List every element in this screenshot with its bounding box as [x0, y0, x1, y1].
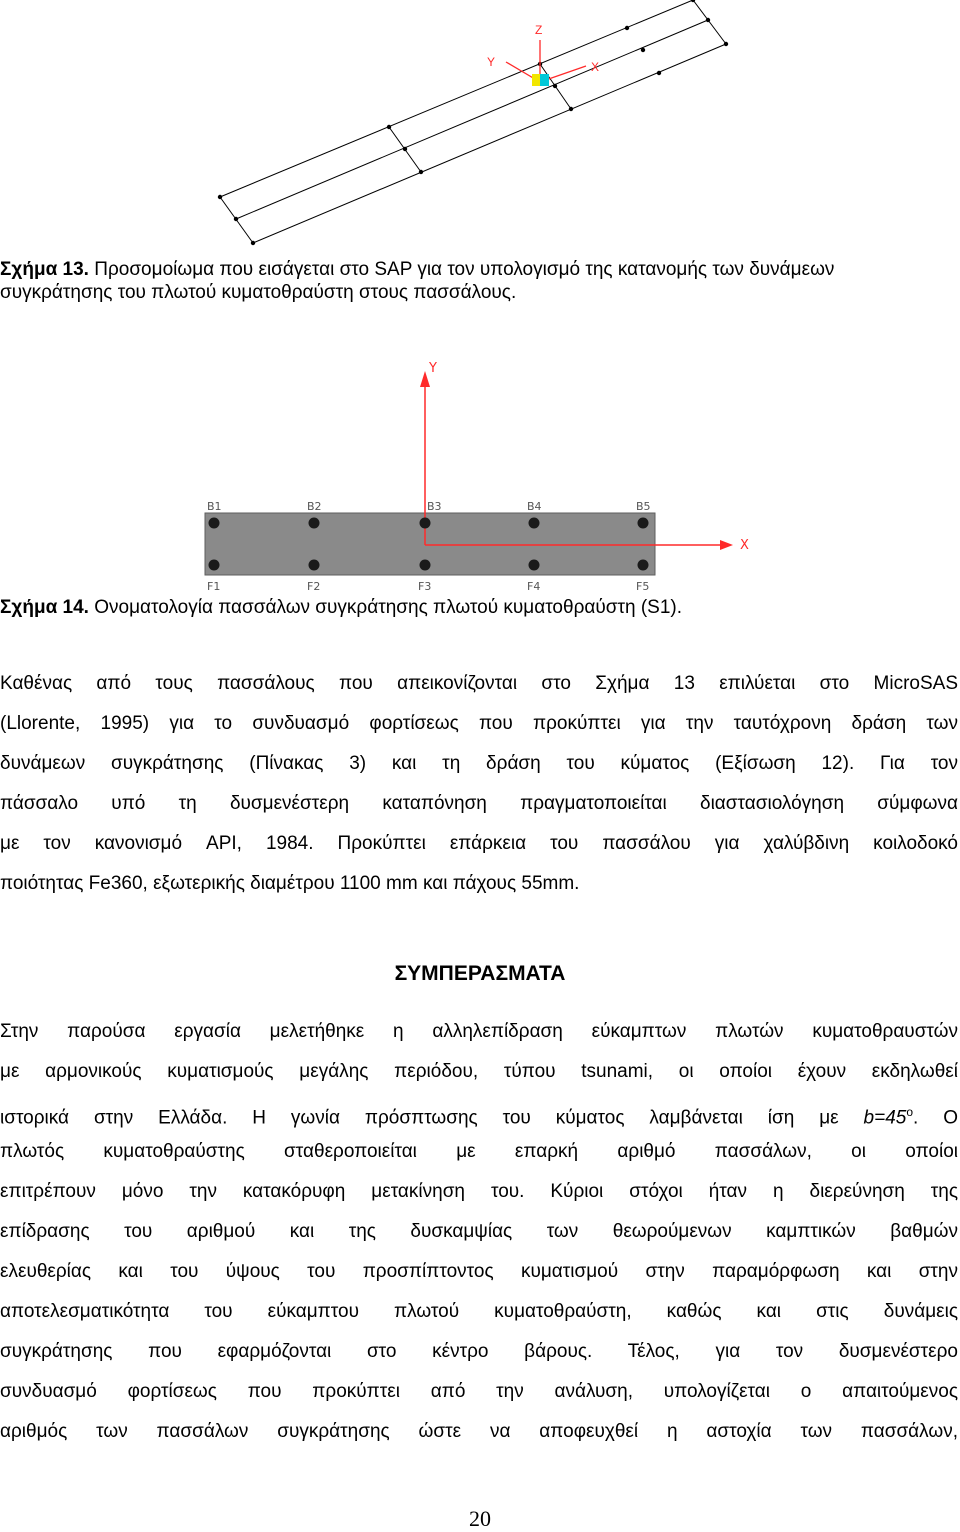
pile-label-b3: B3	[427, 500, 442, 513]
axis-label-y: Y	[487, 55, 496, 69]
pile-f5	[638, 560, 649, 571]
paragraph-line: δυνάμεων συγκράτησης (Πίνακας 3) και τη δράση του κύματος (Εξίσωση 12). Για τον	[0, 753, 958, 774]
coordinate-axes	[487, 23, 599, 86]
figure-14-caption-text: Ονοματολογία πασσάλων συγκράτησης πλωτού κυματοθραύστη (S1).	[88, 597, 682, 618]
pile-label-b5: B5	[636, 500, 651, 513]
angle-value: b=45	[863, 1107, 907, 1129]
pile-label-f2: F2	[307, 580, 321, 593]
paragraph-line: αριθμός των πασσάλων συγκράτησης ώστε να αποφευχθεί η αστοχία των πασσάλων,	[0, 1421, 958, 1442]
section-heading: ΣΥΜΠΕΡΑΣΜΑΤΑ	[394, 962, 566, 985]
pile-b4	[529, 518, 540, 529]
model-nodes	[218, 0, 728, 245]
pile-f4	[529, 560, 540, 571]
figure-14-pile-layout	[0, 355, 960, 600]
pile-label-b4: B4	[527, 500, 542, 513]
paragraph-line: ελευθερίας και του ύψους του προσπίπτοντος κυματισμού στην παραμόρφωση και στην	[0, 1261, 958, 1282]
paragraph-line: συνδυασμό φορτίσεως που προκύπτει από την ανάλυση, υπολογίζεται ο απαιτούμενος	[0, 1381, 958, 1402]
paragraph-line: πλωτός κυματοθραύστης σταθεροποιείται με επαρκή αριθμό πασσάλων, οι οποίοι	[0, 1141, 958, 1162]
axis-label-x: X	[740, 538, 749, 553]
degree-superscript: o	[906, 1105, 914, 1119]
origin-marker-cyan	[540, 74, 549, 86]
pile-f2	[309, 560, 320, 571]
figure-14-caption-label: Σχήμα 14.	[0, 597, 89, 618]
figure-13-caption-text: Προσομοίωμα που εισάγεται στο SAP για τον υπολογισμό της κατανομής των δυνάμεων	[88, 259, 835, 280]
paragraph-line	[0, 1092, 958, 1132]
origin-marker-yellow	[532, 74, 541, 86]
pile-b5	[638, 518, 649, 529]
axis-label-y: Y	[429, 361, 437, 376]
x-axis-arrow	[720, 540, 733, 550]
pile-f3	[420, 560, 431, 571]
paragraph-line: πάσσαλο υπό τη δυσμενέστερη καταπόνηση πραγματοποιείται διαστασιολόγηση σύμφωνα	[0, 793, 958, 814]
paragraph-line: με τον κανονισμό API, 1984. Προκύπτει επάρκεια του πασσάλου για χαλύβδινη κοιλοδοκό	[0, 833, 958, 854]
figure-13-caption-label: Σχήμα 13.	[0, 259, 89, 280]
paragraph-line: (Llorente, 1995) για το συνδυασμό φορτίσεως που προκύπτει για την ταυτόχρονη δράση των	[0, 713, 958, 734]
pile-label-b2: B2	[307, 500, 322, 513]
figure-13-caption-text-2: συγκράτησης του πλωτού κυματοθραύστη στους πασσάλους.	[0, 282, 517, 303]
page-number: 20	[469, 1506, 491, 1531]
body-paragraph-2	[0, 1012, 958, 1452]
paragraph-line: Στην παρούσα εργασία μελετήθηκε η αλληλεπίδραση εύκαμπτων πλωτών κυματοθραυστών	[0, 1021, 958, 1042]
paragraph-line: επίδρασης του αριθμού και της δυσκαμψίας των θεωρούμενων καμπτικών βαθμών	[0, 1221, 958, 1242]
axis-label-x: X	[591, 60, 600, 74]
paragraph-line: αποτελεσματικότητα του εύκαμπτου πλωτού κυματοθραύστη, καθώς και στις δυνάμεις	[0, 1301, 958, 1322]
body-paragraph-1	[0, 664, 958, 904]
paragraph-line: Καθένας από τους πασσάλους που απεικονίζονται στο Σχήμα 13 επιλύεται στο MicroSAS	[0, 673, 958, 694]
paragraph-text: . Ο	[913, 1107, 958, 1129]
paragraph-line: ποιότητας Fe360, εξωτερικής διαμέτρου 1100 mm και πάχους 55mm.	[0, 873, 580, 894]
figure-14-caption	[0, 596, 960, 619]
pile-label-f5: F5	[636, 580, 650, 593]
paragraph-text: ιστορικά στην Ελλάδα. Η γωνία πρόσπτωσης του κύματος λαμβάνεται ίση με	[0, 1107, 864, 1129]
pile-b3	[420, 518, 431, 529]
pile-label-f3: F3	[418, 580, 432, 593]
pile-f1	[209, 560, 220, 571]
pile-b1	[209, 518, 220, 529]
paragraph-line: συγκράτησης που εφαρμόζονται στο κέντρο βάρους. Τέλος, για τον δυσμενέστερο	[0, 1341, 958, 1362]
pile-b2	[309, 518, 320, 529]
pile-label-b1: B1	[207, 500, 222, 513]
beam-wireframe	[220, 0, 726, 243]
pile-label-f1: F1	[207, 580, 221, 593]
figure-13-caption	[0, 258, 960, 304]
paragraph-line: με αρμονικούς κυματισμούς μεγάλης περιόδου, τύπου tsunami, οι οποίοι έχουν εκδηλωθεί	[0, 1061, 958, 1082]
paragraph-line: επιτρέπουν μόνο την κατακόρυφη μετακίνηση του. Κύριοι στόχοι ήταν η διερεύνηση της	[0, 1181, 958, 1202]
figure-13-sap-model	[0, 0, 960, 250]
pile-label-f4: F4	[527, 580, 541, 593]
axis-label-z: Z	[535, 23, 543, 37]
